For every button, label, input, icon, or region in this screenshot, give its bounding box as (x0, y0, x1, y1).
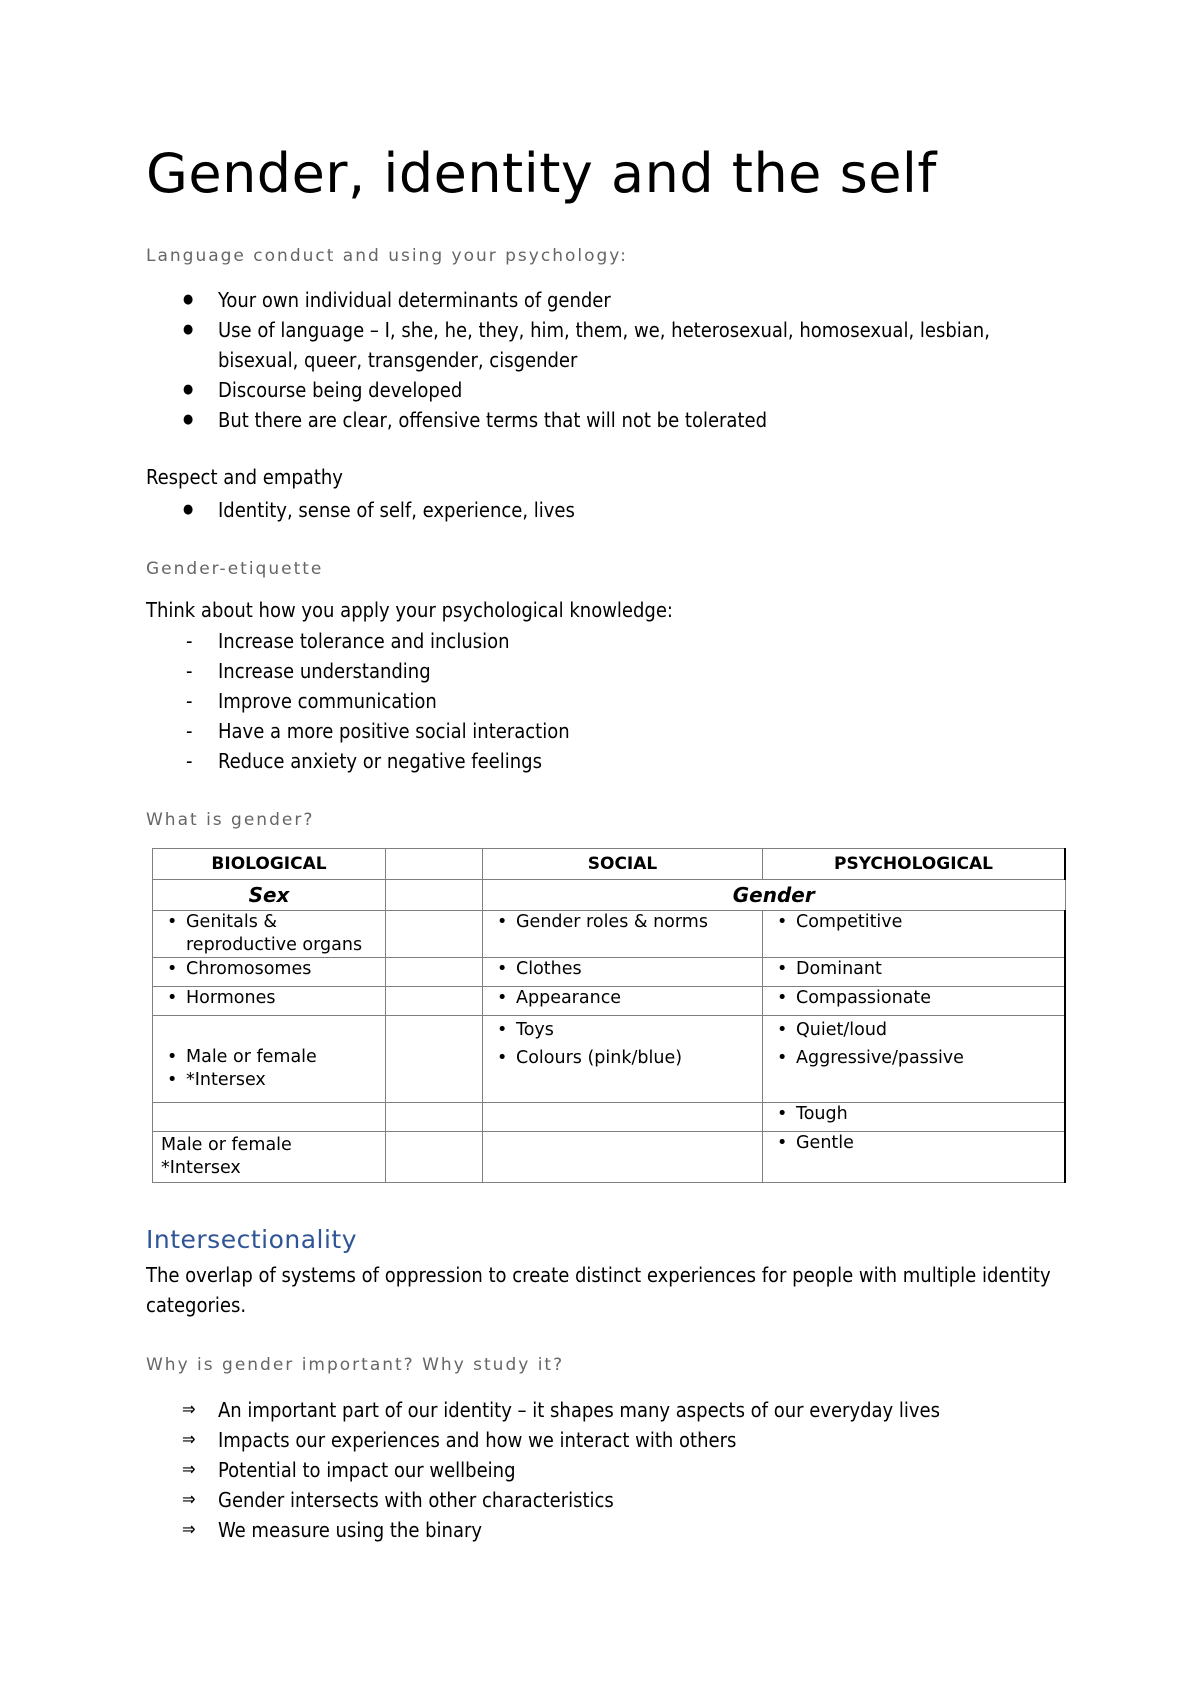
heading-intersectionality: Intersectionality (146, 1225, 358, 1254)
table-row (153, 987, 1066, 1016)
table-row (153, 958, 1066, 987)
language-bullet-list (146, 285, 1066, 435)
list-item: - Have a more positive social interaction (146, 716, 1066, 746)
table-subheader-row (153, 880, 1066, 911)
table-cell-item: • *Intersex (161, 1069, 377, 1092)
table-cell-item: • Chromosomes (161, 958, 377, 981)
list-item: ● But there are clear, offensive terms that will not be tolerated (146, 405, 1066, 435)
list-item: ● Discourse being developed (146, 375, 1066, 405)
list-item: - Improve communication (146, 686, 1066, 716)
subheading-language-conduct: Language conduct and using your psychology: (146, 246, 628, 266)
subheading-what-is-gender: What is gender? (146, 810, 315, 830)
list-item: ⇒ Impacts our experiences and how we interact with others (146, 1425, 1066, 1455)
table-row (153, 1132, 1066, 1183)
table-cell-item: • Clothes (491, 958, 754, 981)
header-social: SOCIAL (483, 849, 763, 880)
etiquette-intro: Think about how you apply your psychological knowledge: (146, 598, 673, 622)
table-cell-item: • Colours (pink/blue) (491, 1045, 754, 1072)
table-cell-text: *Intersex (161, 1158, 241, 1178)
subheader-sex: Sex (153, 880, 386, 911)
table-cell-item: • Tough (771, 1103, 1056, 1126)
subheader-gender: Gender (483, 880, 1066, 911)
gender-table (152, 848, 1066, 1183)
respect-bullet-list (146, 495, 1066, 525)
subheading-gender-etiquette: Gender-etiquette (146, 559, 324, 579)
respect-label: Respect and empathy (146, 465, 343, 489)
table-cell-item: • Toys (491, 1016, 754, 1045)
table-cell-item: • Hormones (161, 987, 377, 1010)
table-cell-item: • Quiet/loud (771, 1016, 1056, 1045)
header-psychological: PSYCHOLOGICAL (763, 849, 1066, 880)
table-cell-item: • Aggressive/passive (771, 1045, 1056, 1072)
etiquette-dash-list (146, 626, 1066, 776)
table-cell-item: • Gender roles & norms (491, 911, 754, 934)
intersectionality-definition: The overlap of systems of oppression to create distinct experiences for people with multiple identity categories. (146, 1263, 1051, 1317)
table-cell-item: • Genitals & reproductive organs (161, 911, 377, 957)
list-item: ⇒ Potential to impact our wellbeing (146, 1455, 1066, 1485)
subheading-why-gender-important: Why is gender important? Why study it? (146, 1355, 565, 1375)
table-cell-item: • Appearance (491, 987, 754, 1010)
list-item: - Increase tolerance and inclusion (146, 626, 1066, 656)
table-cell-item: • Competitive (771, 911, 1056, 934)
table-row (153, 1103, 1066, 1132)
list-item: - Increase understanding (146, 656, 1066, 686)
list-item: ● Your own individual determinants of gender (146, 285, 1066, 315)
table-cell-item: • Gentle (771, 1132, 1056, 1155)
header-biological: BIOLOGICAL (153, 849, 386, 880)
list-item: ⇒ We measure using the binary (146, 1515, 1066, 1545)
table-row (153, 1016, 1066, 1103)
table-header-row (153, 849, 1066, 880)
table-cell-item: • Dominant (771, 958, 1056, 981)
table-cell-text: Male or female (161, 1135, 292, 1155)
list-item: ● Use of language – I, she, he, they, him, them, we, heterosexual, homosexual, lesbian, bisexual, queer, transgender, cisgender (146, 315, 1066, 375)
table-cell-item: • Male or female (161, 1046, 377, 1069)
page-title: Gender, identity and the self (146, 142, 937, 205)
table-cell-item: • Compassionate (771, 987, 1056, 1010)
list-item: ⇒ Gender intersects with other characteristics (146, 1485, 1066, 1515)
list-item: ⇒ An important part of our identity – it shapes many aspects of our everyday lives (146, 1395, 1066, 1425)
list-item: ● Identity, sense of self, experience, lives (146, 495, 1066, 525)
table-row (153, 911, 1066, 958)
list-item: - Reduce anxiety or negative feelings (146, 746, 1066, 776)
why-gender-arrow-list (146, 1395, 1066, 1545)
